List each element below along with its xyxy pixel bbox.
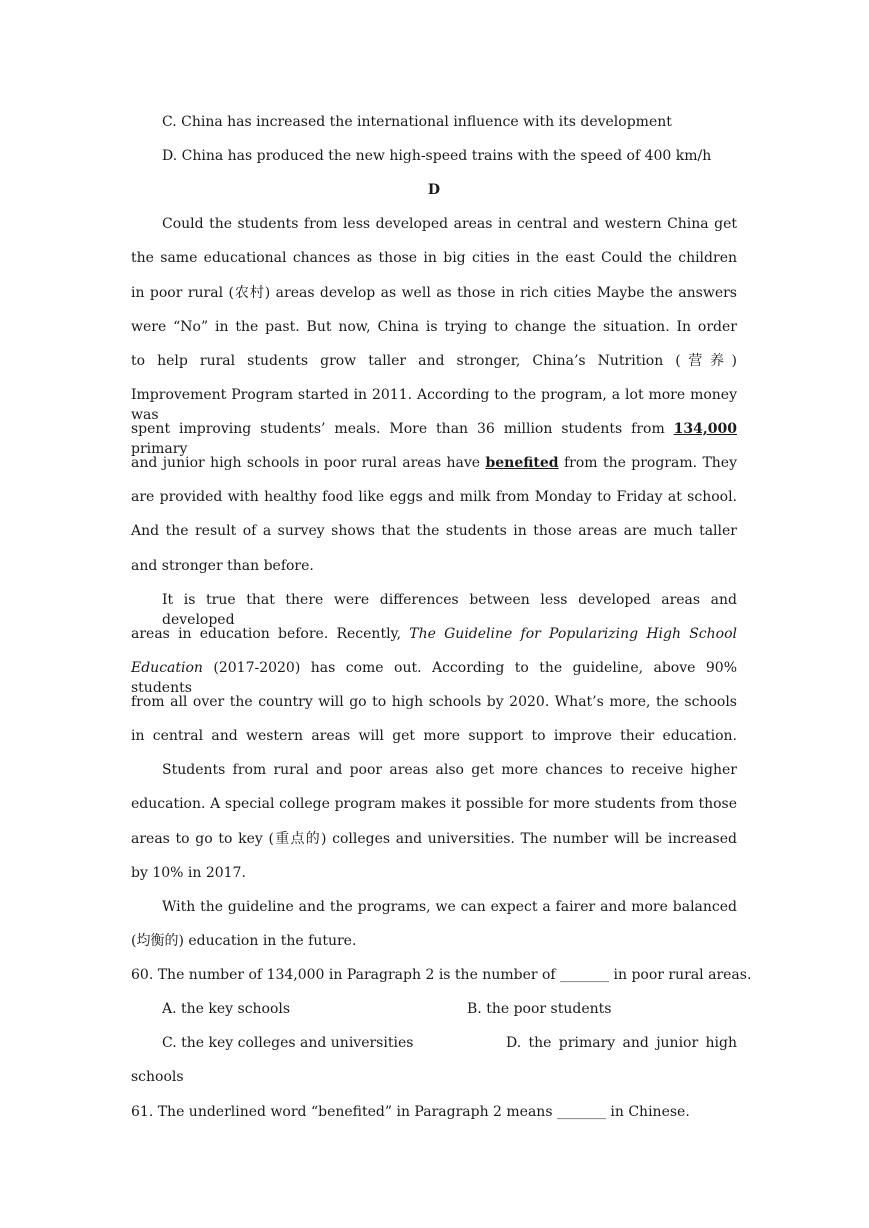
paragraph-4-line: by 10% in 2017. <box>131 865 246 881</box>
paragraph-4-line: areas to go to key (重点的) colleges and universities. The number will be increased <box>131 831 737 847</box>
paragraph-2-line: and stronger than before. <box>131 558 314 574</box>
paragraph-5-line: (均衡的) education in the future. <box>131 933 357 949</box>
paragraph-1-line: Could the students from less developed areas in central and western China get <box>162 216 737 232</box>
paragraph-1-line: the same educational chances as those in big cities in the east Could the children <box>131 250 737 266</box>
underlined-number: 134,000 <box>673 421 737 437</box>
paragraph-2-line <box>131 453 737 473</box>
text-segment: spent improving students’ meals. More than 36 million students from <box>131 421 674 437</box>
option-c[interactable]: C. the key colleges and universities <box>162 1035 414 1051</box>
paragraph-2-line: Improvement Program started in 2011. According to the program, a lot more money was <box>131 387 737 423</box>
text-segment: from the program. They <box>558 455 738 471</box>
italic-title: Education <box>131 660 203 676</box>
passage-label: D <box>427 182 441 198</box>
paragraph-4-line: Students from rural and poor areas also get more chances to receive higher <box>162 762 737 778</box>
text-segment: primary <box>131 441 188 457</box>
question-61-stem: 61. The underlined word “benefited” in Paragraph 2 means _______ in Chinese. <box>131 1104 690 1120</box>
prev-option-c: C. China has increased the international influence with its development <box>162 114 672 130</box>
paragraph-3-line: It is true that there were differences between less developed areas and developed <box>162 592 737 628</box>
text-segment: areas in education before. Recently, <box>131 626 410 642</box>
text-segment: (2017-2020) has come out. According to the guideline, above 90% students <box>131 660 737 696</box>
option-d[interactable]: D. the primary and junior high <box>506 1035 737 1051</box>
italic-title: The Guideline for Popularizing High School <box>409 626 737 642</box>
text-segment: and junior high schools in poor rural areas have <box>131 455 486 471</box>
paragraph-4-line: education. A special college program makes it possible for more students from those <box>131 796 737 812</box>
question-60-options-row <box>162 1033 737 1053</box>
paragraph-3-line: in central and western areas will get more support to improve their education. <box>131 728 737 744</box>
question-60-options-row <box>162 999 737 1019</box>
paragraph-3-line: from all over the country will go to high schools by 2020. What’s more, the schools <box>131 694 737 710</box>
option-a[interactable]: A. the key schools <box>162 1001 291 1017</box>
option-b[interactable]: B. the poor students <box>467 1001 612 1017</box>
paragraph-2-line: are provided with healthy food like eggs and milk from Monday to Friday at school. <box>131 489 737 505</box>
option-d-continuation: schools <box>131 1069 184 1085</box>
paragraph-1-line: in poor rural (农村) areas develop as well as those in rich cities Maybe the answers <box>131 285 737 301</box>
paragraph-5-line: With the guideline and the programs, we can expect a fairer and more balanced <box>162 899 737 915</box>
paragraph-1-line: were “No” in the past. But now, China is trying to change the situation. In order <box>131 319 737 335</box>
paragraph-2-line: And the result of a survey shows that the students in those areas are much taller <box>131 523 737 539</box>
paragraph-3-line <box>131 624 737 644</box>
paragraph-2-line: to help rural students grow taller and stronger, China’s Nutrition (营养) <box>131 353 737 369</box>
question-60-stem: 60. The number of 134,000 in Paragraph 2 is the number of _______ in poor rural areas. <box>131 967 752 983</box>
prev-option-d: D. China has produced the new high-speed trains with the speed of 400 km/h <box>162 148 712 164</box>
underlined-word: benefited <box>485 455 559 471</box>
